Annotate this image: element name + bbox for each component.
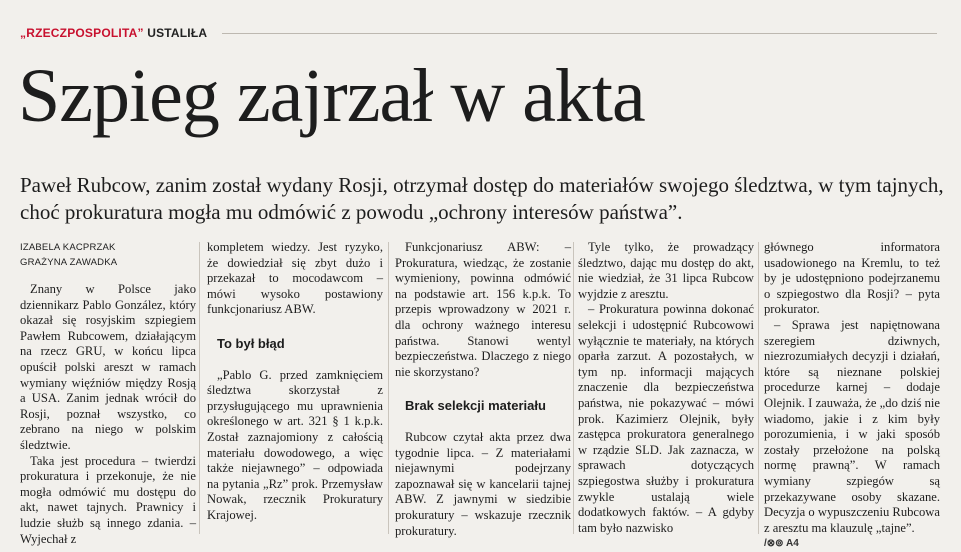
author-name: IZABELA KACPRZAK (20, 242, 116, 253)
paragraph: Funkcjonariusz ABW: – Prokuratura, wiedząc, że zostanie wymieniony, powinna odmówić na podstawie art. 156 k.p.k. To przepis wprowadzony w 2021 r. dla ochrony ważnego interesu państwa. Stanowi wentyl bezpieczeństwa. Dlaczego z niego nie skorzystano? (395, 240, 571, 379)
headline: Szpieg zajrzał w akta (18, 54, 645, 138)
paragraph: Taka jest procedura – twierdzi prokuratura i przekonuje, że nie mogła odmówić mu dostępu do akt, nawet tajnych. Prawnicy i ludzie służb są innego zdania. – Wyjechał z (20, 453, 196, 546)
paragraph: głównego informatora usadowionego na Kremlu, to też by je udostępniono podejrzanemu o szpiegostwo dla Rosji? – pyta prokurator. (764, 240, 940, 317)
subheading: Brak selekcji materiału (405, 398, 546, 414)
article-column-4 (578, 240, 754, 536)
author-signature: /⊗⊚ (764, 538, 784, 550)
column-divider (388, 242, 389, 534)
paragraph: Rubcow czytał akta przez dwa tygodnie lipca. – Z materiałami niejawnymi podejrzany zapoznawał się w kancelarii tajnej ABW. Z jawnymi w siedzibie prokuratury – wskazuje rzecznik prokuratury. (395, 429, 571, 538)
kicker-brand: „RZECZPOSPOLITA” (20, 26, 144, 40)
column-divider (573, 242, 574, 534)
paragraph: – Sprawa jest napiętnowana szeregiem dziwnych, niezrozumiałych decyzji i działań, które są nieznane polskiej procedurze karnej – dodaje Olejnik. I zauważa, że „do dziś nie wiadomo, jakie i z kim były porozumienia, i w jaki sposób zostały przełożone na polską normę prawną”. W ramach wymiany szpiegów są przekazywane osoby skazane. Decyzja o wypuszczeniu Rubcowa z aresztu ma klauzulę „tajne”. (764, 317, 940, 535)
page-reference: A4 (785, 538, 799, 550)
lead-paragraph: Paweł Rubcow, zanim został wydany Rosji, otrzymał dostęp do materiałów swojego śledztwa, w tym tajnych, choć prokuratura mogła mu odmówić z powodu „ochrony interesów państwa”. (20, 173, 944, 224)
article-footer (764, 536, 940, 552)
paragraph: Znany w Polsce jako dziennikarz Pablo González, który okazał się rosyjskim szpiegiem Pawłem Rubcowem, działającym na rzecz GRU, w końcu lipca opuścił polski areszt w ramach wymiany więźniów między Rosją a USA. Zanim jednak wrócił do Rosji, poznał wszystko, co zebrano na niego w polskim śledztwie. (20, 282, 196, 452)
paragraph: Tyle tylko, że prowadzący śledztwo, dając mu dostęp do akt, nie wiedział, że 31 lipca Rubcow wyjdzie z aresztu. (578, 240, 754, 301)
article-column-2 (207, 240, 383, 524)
byline (20, 240, 196, 270)
article-column-1 (20, 240, 196, 547)
column-divider (199, 242, 200, 534)
article-column-3 (395, 240, 571, 539)
paragraph: „Pablo G. przed zamknięciem śledztwa skorzystał z przysługującego mu uprawnienia określonego w art. 321 § 1 k.p.k. Został zaznajomiony z całością materiału dowodowego, a więc także niejawnego” – odpowiada na pytania „Rz” prok. Przemysław Nowak, rzecznik Prokuratury Krajowej. (207, 367, 383, 522)
article-column-5 (764, 240, 940, 552)
paragraph: kompletem wiedzy. Jest ryzyko, że dowiedział się zbyt dużo i przekazał to mocodawcom – mówi wysoko postawiony funkcjonariusz ABW. (207, 240, 383, 317)
paragraph: – Prokuratura powinna dokonać selekcji i udostępnić Rubcowowi wyłącznie te materiały, na których oparła zarzut. A pozostałych, w tym np. informacji mających znaczenie dla bezpieczeństwa państwa, nie pokazywać – mówi prok. Kazimierz Olejnik, były zastępca prokuratora generalnego w rządzie SLD. Jak zaznacza, w sprawach dotyczących szpiegostwa służby i prokuratura zwykle ustalają wiele dodatkowych faktów. – A gdyby tam było nazwisko (578, 302, 754, 535)
author-name: GRAŻYNA ZAWADKA (20, 257, 118, 268)
column-divider (758, 242, 759, 534)
kicker-section: USTALIŁA (147, 26, 208, 40)
kicker-rule (222, 33, 937, 34)
kicker (20, 26, 207, 40)
subheading: To był błąd (217, 335, 285, 351)
